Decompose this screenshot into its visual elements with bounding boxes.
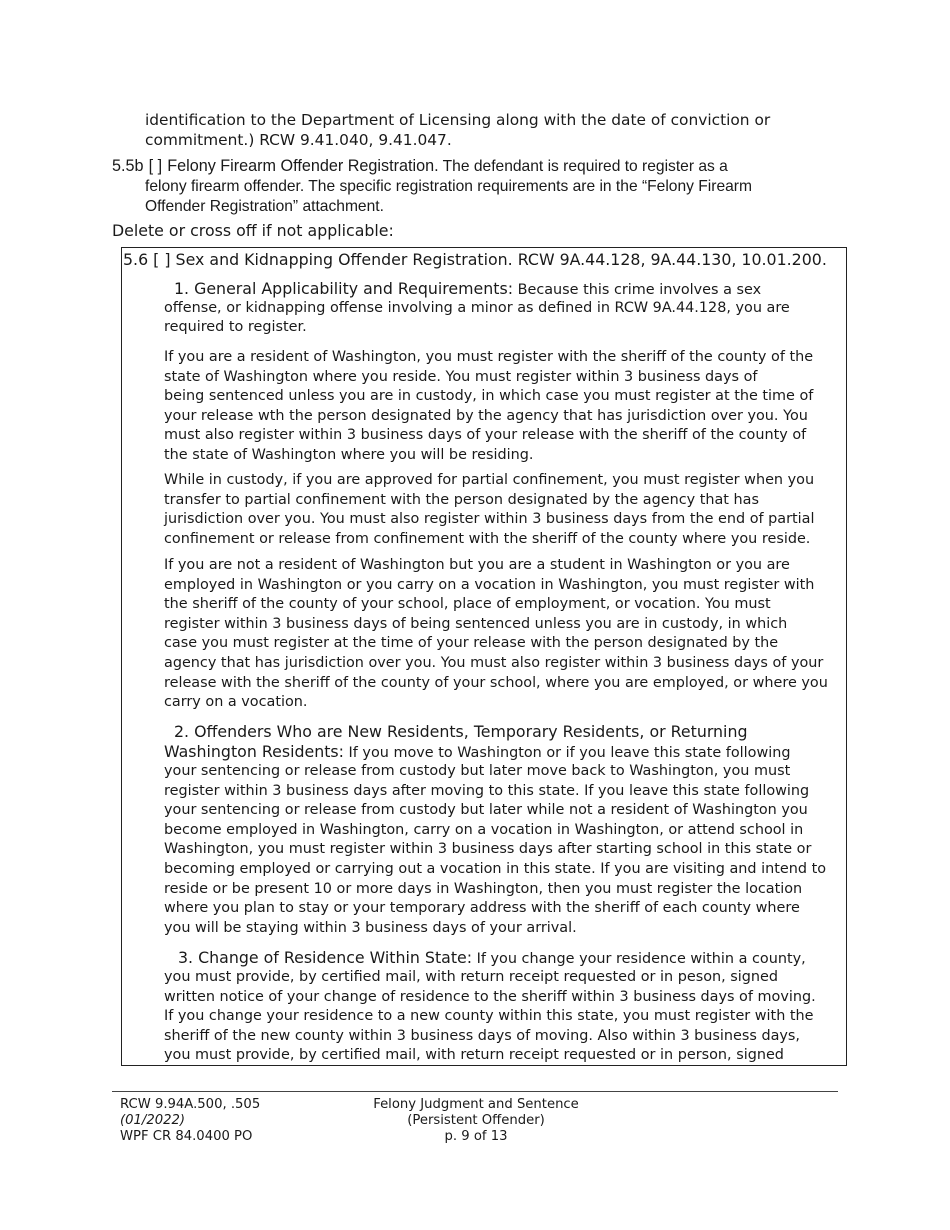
section-5-5b-line-1 (112, 156, 728, 177)
p5-heading-line-2: Washington Residents: (164, 742, 344, 761)
section-5-5b-line-2: felony firearm offender. The specific registration requirements are in the “Felony Firearm (145, 178, 752, 195)
p5-line: become employed in Washington, carry on a vocation in Washington, or attend school in (164, 821, 804, 838)
p3-paragraph (164, 471, 814, 549)
p5-line: reside or be present 10 or more days in Washington, then you must register the location (164, 880, 803, 897)
p4-paragraph (164, 556, 828, 713)
footer-date-text: (01/2022) (120, 1113, 186, 1128)
p5-line: your sentencing or release from custody but later while not a resident of Washington you (164, 802, 808, 819)
section-5-6-number: 5.6 (123, 250, 149, 269)
p6-line: you must provide, by certified mail, with return receipt requested or in peson, signed (164, 969, 779, 985)
continuation-line-1: identification to the Department of Licensing along with the date of conviction or (145, 111, 771, 129)
p2-line: being sentenced unless you are in custody, in which case you must register at the time of (164, 388, 814, 405)
instruction-text: Delete or cross off if not applicable: (112, 221, 394, 240)
section-5-5b-number: 5.5b (112, 157, 144, 175)
p5-line-2 (164, 742, 791, 764)
p2-line: must also register within 3 business days of your release with the sheriff of the county of (164, 427, 807, 444)
p3-line: jurisdiction over you. You must also register within 3 business days from the end of partial (164, 511, 815, 528)
p4-line: carry on a vocation. (164, 694, 308, 711)
p1-text: Because this crime involves a sex (513, 282, 762, 298)
footer-date (120, 1113, 185, 1129)
p4-line: employed in Washington or you carry on a vocation in Washington, you must register with (164, 576, 815, 593)
p1-line-1 (174, 279, 761, 301)
footer-rule (112, 1091, 838, 1092)
p1-heading: 1. General Applicability and Requirements: (174, 279, 514, 298)
footer-form-number: WPF CR 84.0400 PO (120, 1129, 253, 1144)
p4-line: case you must register at the time of your release with the person designated by the (164, 635, 779, 652)
p3-line: While in custody, if you are approved for partial confinement, you must register when you (164, 472, 815, 488)
footer-subtitle: (Persistent Offender) (407, 1113, 545, 1128)
p1-line-2: offense, or kidnapping offense involving a minor as defined in RCW 9A.44.128, you are (164, 300, 790, 316)
p5-text: If you move to Washington or if you leave this state following (343, 745, 791, 761)
p2-line: If you are a resident of Washington, you must register with the sheriff of the county of the (164, 349, 814, 365)
section-5-5b-heading: Felony Firearm Offender Registration. (167, 157, 439, 175)
p2-paragraph (164, 348, 813, 466)
p2-line: state of Washington where you reside. You must register within 3 business days of (164, 368, 758, 385)
p4-line: release with the sheriff of the county of your school, where you are employed, or where you (164, 674, 828, 691)
p6-heading: 3. Change of Residence Within State: (178, 948, 473, 967)
p5-line: register within 3 business days after moving to this state. If you leave this state following (164, 782, 810, 799)
section-5-5b-line-3: Offender Registration” attachment. (145, 198, 384, 215)
section-5-6-checkbox[interactable]: [ ] (153, 250, 171, 269)
footer-title: Felony Judgment and Sentence (373, 1097, 579, 1112)
p6-line-1 (178, 948, 806, 970)
p5-line: Washington, you must register within 3 business days after starting school in this state or (164, 841, 812, 858)
p6-paragraph (164, 968, 816, 1066)
section-5-5b-checkbox[interactable]: [ ] (148, 157, 163, 175)
p6-line: you must provide, by certified mail, with return receipt requested or in person, signed (164, 1047, 784, 1064)
continuation-line-2: commitment.) RCW 9.41.040, 9.41.047. (145, 131, 452, 149)
p5-line: becoming employed or carrying out a vocation in this state. If you are visiting and intend to (164, 860, 827, 877)
p4-line: the sheriff of the county of your school, place of employment, or vocation. You must (164, 596, 771, 613)
p3-line: transfer to partial confinement with the person designated by the agency that has (164, 491, 759, 508)
p5-line: you will be staying within 3 business days of your arrival. (164, 919, 577, 936)
section-5-5b-text: The defendant is required to register as a (438, 158, 728, 175)
footer-page-number: p. 9 of 13 (444, 1129, 508, 1144)
p6-line: written notice of your change of residence to the sheriff within 3 business days of moving. (164, 988, 816, 1005)
p5-line: your sentencing or release from custody but later move back to Washington, you must (164, 763, 791, 779)
footer-rcw: RCW 9.94A.500, .505 (120, 1097, 261, 1112)
p6-line: If you change your residence to a new county within this state, you must register with the (164, 1008, 814, 1025)
section-5-6-heading: Sex and Kidnapping Offender Registration. (175, 250, 513, 269)
p4-line: If you are not a resident of Washington but you are a student in Washington or you are (164, 557, 790, 573)
section-5-6-citation: RCW 9A.44.128, 9A.44.130, 10.01.200. (512, 250, 827, 269)
p1-line-3: required to register. (164, 319, 307, 335)
p5-line: where you plan to stay or your temporary address with the sheriff of each county where (164, 900, 800, 917)
p5-paragraph (164, 762, 826, 938)
p2-line: your release wth the person designated by the agency that has jurisdiction over you. You (164, 407, 808, 424)
p6-text: If you change your residence within a county, (472, 951, 806, 967)
p5-heading-line-1: 2. Offenders Who are New Residents, Temporary Residents, or Returning (174, 722, 748, 741)
p3-line: confinement or release from confinement with the sheriff of the county where you reside. (164, 530, 811, 547)
p4-line: agency that has jurisdiction over you. You must also register within 3 business days of your (164, 654, 824, 671)
p2-line: the state of Washington where you will be residing. (164, 446, 534, 463)
p6-line: sheriff of the new county within 3 business days of moving. Also within 3 business days, (164, 1027, 801, 1044)
section-5-6-heading-line (123, 250, 827, 270)
p4-line: register within 3 business days of being sentenced unless you are in custody, in which (164, 615, 788, 632)
